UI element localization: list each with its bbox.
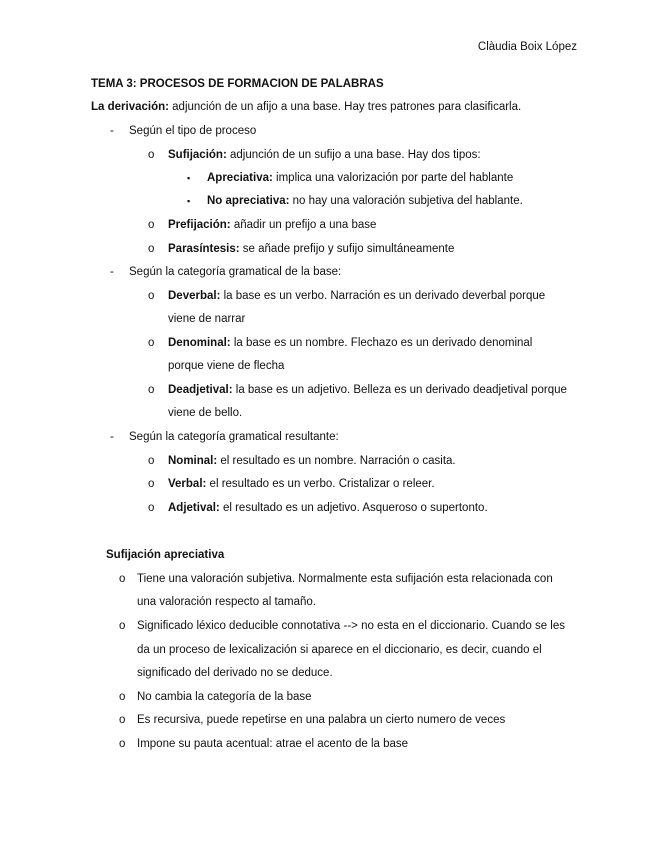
document-title: TEMA 3: PROCESOS DE FORMACION DE PALABRAS: [91, 78, 384, 90]
author-name: Clàudia Boix López: [477, 41, 577, 53]
item-term: Denominal:: [168, 337, 231, 349]
subitem-text: implica una valorización por parte del hablante: [272, 172, 514, 184]
circle-bullet: o: [148, 337, 155, 349]
list-item-line: Significado léxico deducible connotativa --> no esta en el diccionario. Cuando se les: [137, 620, 565, 632]
item-text: se añade prefijo y sufijo simultáneamente: [239, 243, 455, 255]
circle-bullet: o: [148, 384, 155, 396]
circle-bullet: o: [148, 455, 155, 467]
item-continuation: viene de narrar: [168, 313, 246, 325]
list-item: [168, 336, 532, 350]
circle-bullet: o: [148, 149, 155, 161]
circle-bullet: o: [119, 691, 126, 703]
circle-bullet: o: [148, 219, 155, 231]
subitem-term: No apreciativa:: [207, 195, 290, 207]
circle-bullet: o: [119, 620, 126, 632]
item-text: la base es un adjetivo. Belleza es un derivado deadjetival porque: [232, 384, 567, 396]
item-term: Prefijación:: [168, 219, 231, 231]
item-text: el resultado es un verbo. Cristalizar o releer.: [206, 478, 435, 490]
list-item-line: significado del derivado no se deduce.: [137, 667, 333, 679]
item-text: añadir un prefijo a una base: [230, 219, 377, 231]
list-item: [168, 148, 481, 162]
list-subitem: [207, 194, 523, 208]
intro-term: La derivación:: [91, 101, 169, 113]
item-term: Parasíntesis:: [168, 243, 240, 255]
dash-bullet: -: [110, 431, 114, 443]
subsection-heading: Sufijación apreciativa: [106, 549, 225, 561]
section-heading: Según la categoría gramatical de la base:: [129, 266, 342, 278]
item-text: el resultado es un nombre. Narración o casita.: [217, 455, 456, 467]
square-bullet: ▪: [187, 196, 191, 206]
item-term: Sufijación:: [168, 149, 227, 161]
intro-text: adjunción de un afijo a una base. Hay tres patrones para clasificarla.: [168, 101, 522, 113]
list-item-line: Es recursiva, puede repetirse en una palabra un cierto numero de veces: [137, 714, 506, 726]
square-bullet: ▪: [187, 173, 191, 183]
circle-bullet: o: [148, 290, 155, 302]
item-term: Deadjetival:: [168, 384, 233, 396]
item-text: el resultado es un adjetivo. Asqueroso o supertonto.: [219, 502, 488, 514]
subitem-term: Apreciativa:: [207, 172, 273, 184]
item-continuation: viene de bello.: [168, 407, 243, 419]
item-term: Verbal:: [168, 478, 207, 490]
list-item-line: Tiene una valoración subjetiva. Normalmente esta sufijación esta relacionada con: [137, 573, 553, 585]
list-item: [168, 289, 545, 303]
list-item-line: una valoración respecto al tamaño.: [137, 596, 316, 608]
section-heading: Según el tipo de proceso: [129, 125, 257, 137]
list-subitem: [207, 171, 513, 185]
circle-bullet: o: [119, 714, 126, 726]
circle-bullet: o: [119, 738, 126, 750]
item-text: la base es un nombre. Flechazo es un derivado denominal: [230, 337, 533, 349]
intro-paragraph: [91, 100, 521, 114]
dash-bullet: -: [110, 266, 114, 278]
subitem-text: no hay una valoración subjetiva del hablante.: [289, 195, 523, 207]
circle-bullet: o: [119, 573, 126, 585]
list-item: [168, 477, 435, 491]
item-term: Nominal:: [168, 455, 218, 467]
list-item-line: No cambia la categoría de la base: [137, 691, 312, 703]
circle-bullet: o: [148, 502, 155, 514]
list-item: [168, 218, 376, 232]
item-text: adjunción de un sufijo a una base. Hay dos tipos:: [226, 149, 481, 161]
list-item: [168, 383, 567, 397]
list-item: [168, 454, 456, 468]
list-item: [168, 501, 488, 515]
list-item: [168, 242, 454, 256]
item-term: Deverbal:: [168, 290, 221, 302]
list-item-line: da un proceso de lexicalización si aparece en el diccionario, es decir, cuando el: [137, 644, 542, 656]
dash-bullet: -: [110, 125, 114, 137]
section-heading: Según la categoría gramatical resultante:: [129, 431, 339, 443]
circle-bullet: o: [148, 243, 155, 255]
item-text: la base es un verbo. Narración es un derivado deverbal porque: [220, 290, 546, 302]
list-item-line: Impone su pauta acentual: atrae el acento de la base: [137, 738, 409, 750]
circle-bullet: o: [148, 478, 155, 490]
item-term: Adjetival:: [168, 502, 220, 514]
item-continuation: porque viene de flecha: [168, 360, 285, 372]
